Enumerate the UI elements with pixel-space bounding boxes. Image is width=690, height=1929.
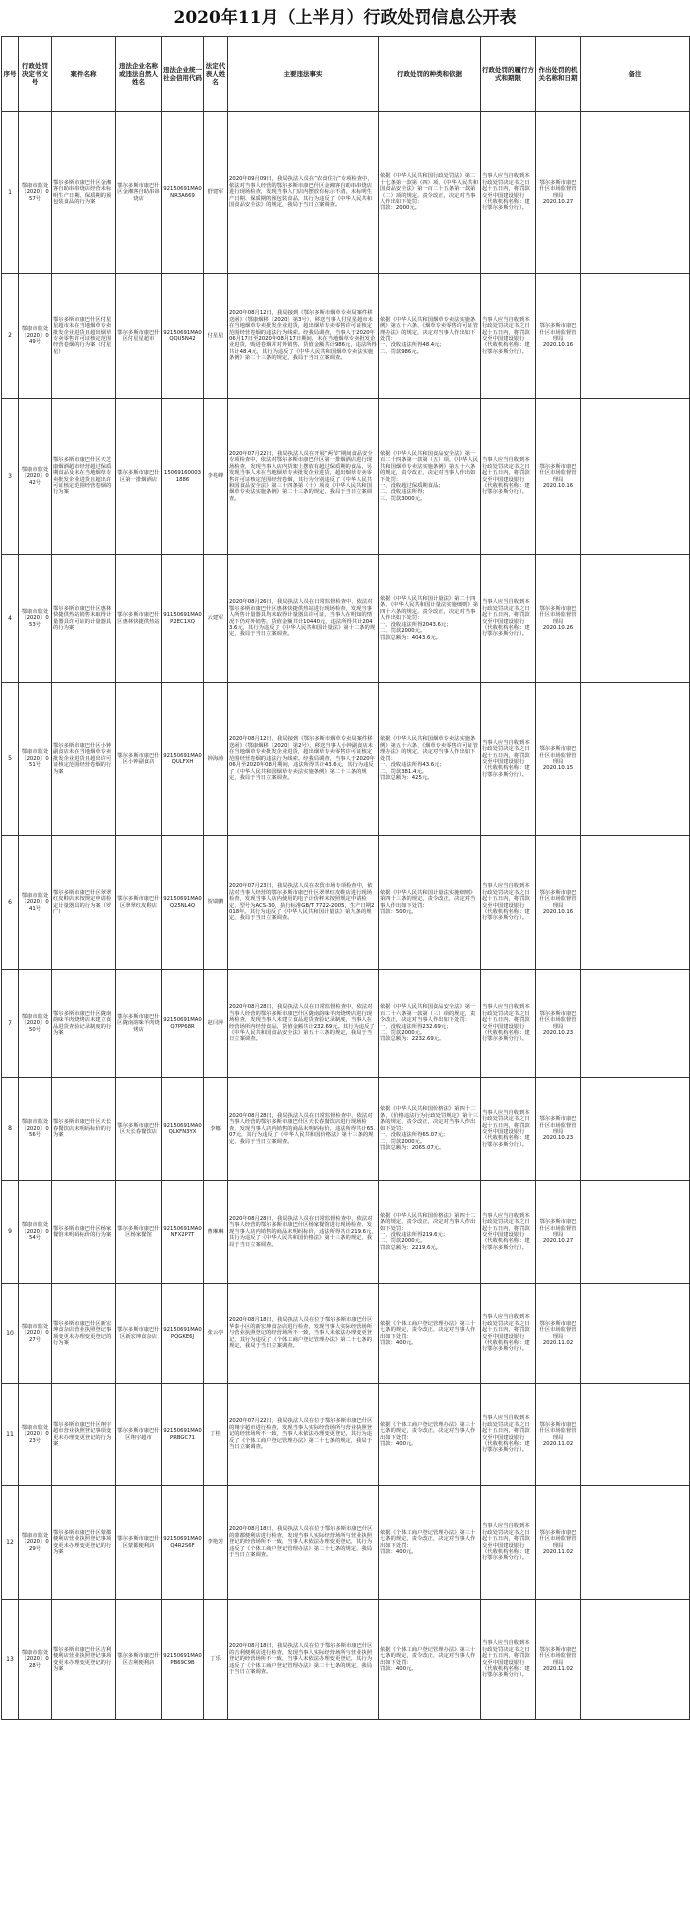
header-cell: 序号 bbox=[2, 37, 19, 112]
credit-code: 150691600031886 bbox=[162, 399, 204, 555]
remark bbox=[581, 836, 690, 970]
credit-code: 92150691MA0QULFXH bbox=[162, 683, 204, 836]
legal-representative: 丁乐 bbox=[204, 1600, 228, 1720]
decision-doc-number: 鄂康市监处〔2020〕054号 bbox=[19, 1181, 52, 1284]
penalty-basis: 依据《中华人民共和国计量法》第二十四条、《中华人民共和国计量法实施细则》第四十六条的规定，责令改正，决定对当事人作出如下处罚： 一、没收违法所得2043.6元； 二、罚款2000元。 罚款总额为：4043.6元。 bbox=[379, 555, 481, 683]
violation-facts: 2020年08月28日，我局执法人员在日常监督检查中，依法对当事人经营的鄂尔多斯市康巴什区杨家餐馆进行现场检查，发现当事人店内销售的商品未明码标价，违法所得共计219.6元，其行为违反了《中华人民共和国价格法》第十三条的规定，我局于当日立案调查。 bbox=[228, 1181, 379, 1284]
remark bbox=[581, 1284, 690, 1384]
violator-name: 鄂尔多斯市康巴什区杨家餐馆 bbox=[116, 1181, 162, 1284]
row-number: 11 bbox=[2, 1384, 19, 1486]
violator-name: 鄂尔多斯市康巴什区蒙都便利店 bbox=[116, 1486, 162, 1600]
row-number: 7 bbox=[2, 970, 19, 1078]
remark bbox=[581, 1600, 690, 1720]
penalty-basis: 依据《中华人民共和国价格法》第四十二条的规定，责令改正，决定对当事人作出如下处罚： 一、没收违法所得219.6元； 二、罚款2000元。 罚款总额为：2219.6元。 bbox=[379, 1181, 481, 1284]
page-title: 2020年11月（上半月）行政处罚信息公开表 bbox=[173, 8, 517, 28]
table-row bbox=[2, 1078, 690, 1181]
violation-facts: 2020年07月22日，我局执法人员在位于鄂尔多斯市康巴什区的翔宇超市进行检查，发现当事人实际经营场所与营业执照登记的经营场所不一致，当事人未依法办理变更登记，其行为违反了《个体工商户登记管理办法》第二十七条的规定，我局于当日立案调查。 bbox=[228, 1384, 379, 1486]
case-name: 鄂尔多斯市康巴什区陇南韵味羊肉烧烤店未建立食品进货查验记录制度的行为案 bbox=[52, 970, 116, 1078]
credit-code: 91150691MA0P2EC1XQ bbox=[162, 555, 204, 683]
table-row bbox=[2, 1600, 690, 1720]
penalty-authority: 鄂尔多斯市康巴什区市场监督管理局 2020.11.02 bbox=[536, 1284, 581, 1384]
violator-name: 鄂尔多斯市康巴什区翔宇超市 bbox=[116, 1384, 162, 1486]
violation-facts: 2020年07月23日，我局执法人员在农贸市场专项检查中，依法对当事人经营的鄂尔多斯市康巴什区翠翠红皮鞋店进行现场检查，发现当事人店内使用的电子计价秤未按照规定申请检定，型号为ACS-30，执行标准GB/T 7722-2005，生产日期2018年。其行为违反了《中华人民共和国计量法》第九条的规定，我局于当日立案调查。 bbox=[228, 836, 379, 970]
penalty-basis: 依据《中华人民共和国食品安全法》第一百二十四条第一款第（五）项、《中华人民共和国烟草专卖法实施条例》第五十六条的规定，责令改正，决定对当事人作出如下处罚： 一、没收超过保质期食品； 二、没收违法所得； 三、罚款3000元。 bbox=[379, 399, 481, 555]
penalty-basis: 依据《中华人民共和国食品安全法》第一百二十六条第一款第（三）项的规定，责令改正，决定对当事人作出如下处罚： 一、没收违法所得232.69元； 二、罚款2000元。 罚款总额为：2232.69元。 bbox=[379, 970, 481, 1078]
remark bbox=[581, 970, 690, 1078]
violator-name: 鄂尔多斯市康巴什区陇南韵味羊肉烧烤店 bbox=[116, 970, 162, 1078]
credit-code: 92150691MA0PQGKE6J bbox=[162, 1284, 204, 1384]
legal-representative: 付星星 bbox=[204, 274, 228, 399]
decision-doc-number: 鄂康市监处〔2020〕056号 bbox=[19, 1078, 52, 1181]
penalty-basis: 依据《中华人民共和国烟草专卖法实施条例》第五十六条、《烟草专卖零售许可证管理办法》的规定，决定对当事人作出如下处罚： 一、没收违法所得43.6元； 二、罚款381.4元。 罚款总额为：425元。 bbox=[379, 683, 481, 836]
decision-doc-number: 鄂康市监处〔2020〕049号 bbox=[19, 274, 52, 399]
penalty-authority: 鄂尔多斯市康巴什区市场监督管理局 2020.10.26 bbox=[536, 555, 581, 683]
table-row bbox=[2, 1181, 690, 1284]
header-cell: 行政处罚决定书文号 bbox=[19, 37, 52, 112]
remark bbox=[581, 1384, 690, 1486]
performance-method: 当事人应当自收到本行政处罚决定书之日起十五日内，将罚款交至中国建设银行（代收机构名称：建行鄂尔多斯分行）。 bbox=[481, 1181, 536, 1284]
performance-method: 当事人应当自收到本行政处罚决定书之日起十五日内，将罚款交至中国建设银行（代收机构名称：建行鄂尔多斯分行）。 bbox=[481, 112, 536, 274]
table-row bbox=[2, 1284, 690, 1384]
violation-facts: 2020年07月22日，我局执法人员在开展“两节”期间食品安全专项检查中，依法对鄂尔多斯市康巴什区第一排烟酒店进行现场检查，发现当事人店内货架上摆放有超过保质期的食品，另发现当事人未在当地烟草专卖批发企业进货，超出烟草专卖零售许可证核定范围经营卷烟，其行为分别违反了《中华人民共和国食品安全法》第三十四条第（十）项及《中华人民共和国烟草专卖法实施条例》第二十三条的规定，我局于当日立案调查。 bbox=[228, 399, 379, 555]
penalty-authority: 鄂尔多斯市康巴什区市场监督管理局 2020.10.16 bbox=[536, 399, 581, 555]
credit-code: 92150691MA0QLKFN3YX bbox=[162, 1078, 204, 1181]
violator-name: 鄂尔多斯市康巴什区小钟副食店 bbox=[116, 683, 162, 836]
performance-method: 当事人应当自收到本行政处罚决定书之日起十五日内，将罚款交至中国建设银行（代收机构名称：建行鄂尔多斯分行）。 bbox=[481, 399, 536, 555]
row-number: 6 bbox=[2, 836, 19, 970]
performance-method: 当事人应当自收到本行政处罚决定书之日起十五日内，将罚款交至中国建设银行（代收机构名称：建行鄂尔多斯分行）。 bbox=[481, 836, 536, 970]
violation-facts: 2020年08月12日，我局接到《鄂尔多斯市烟草专卖局案件移送函》（鄂康烟移〔2020〕第2号），移送当事人小钟副食店未在当地烟草专卖批发企业进货，超出烟草专卖零售许可证核定范围经营卷烟的违法行为线索。经我局调查，当事人于2020年06月至2020年08月期间，违法所得共计43.6元，其行为违反了《中华人民共和国烟草专卖法实施条例》第二十三条的规定，我局于当日立案调查。 bbox=[228, 683, 379, 836]
legal-representative: 赵闫萍 bbox=[204, 970, 228, 1078]
legal-representative: 钟海涛 bbox=[204, 683, 228, 836]
case-name: 鄂尔多斯市康巴什区蒙都便利店营业执照登记事项变更未办理变更登记的行为案 bbox=[52, 1486, 116, 1600]
header-cell: 违法企业名称或违法自然人姓名 bbox=[116, 37, 162, 112]
table-row bbox=[2, 274, 690, 399]
violation-facts: 2020年08月18日，我局执法人员在位于鄂尔多斯市康巴什区的吉利便利店进行检查，发现当事人实际经营场所与营业执照登记的经营场所不一致，当事人未依法办理变更登记，其行为违反了《个体工商户登记管理办法》第二十七条的规定，我局于当日立案调查。 bbox=[228, 1600, 379, 1720]
header-cell: 行政处罚的履行方式和期限 bbox=[481, 37, 536, 112]
violation-facts: 2020年08月18日，我局执法人员在位于鄂尔多斯市康巴什区华泰小区的新宏坤食杂店进行检查，发现当事人实际经营场所与营业执照登记的经营场所不一致，当事人未依法办理变更登记，其行为违反了《个体工商户登记管理办法》第二十七条的规定，我局于当日立案调查。 bbox=[228, 1284, 379, 1384]
header-cell: 主要违法事实 bbox=[228, 37, 379, 112]
violation-facts: 2020年08月28日，我局执法人员在日常监督检查中，依法对当事人经营的鄂尔多斯市康巴什区天长春餐饮店进行现场检查，发现当事人店内销售的商品未明码标价，违法所得共计65.07元，其行为违反了《中华人民共和国价格法》第十三条的规定，我局于当日立案调查。 bbox=[228, 1078, 379, 1181]
violation-facts: 2020年08月12日，我局接到《鄂尔多斯市烟草专卖局案件移送函》（鄂康烟移〔2020〕第3号），移送当事人付星星超市未在当地烟草专卖批发企业进货，超出烟草专卖零售许可证核定范围经营卷烟的违法行为线索。经我局调查，当事人于2020年06月17日至2020年08月17日期间，未在当地烟草专卖批发企业进货，购进卷烟并对外销售，货值金额共计986元，违法所得共计48.4元，其行为违反了《中华人民共和国烟草专卖法实施条例》第二十三条的规定，我局于当日立案调查。 bbox=[228, 274, 379, 399]
penalty-authority: 鄂尔多斯市康巴什区市场监督管理局 2020.11.02 bbox=[536, 1486, 581, 1600]
penalty-authority: 鄂尔多斯市康巴什区市场监督管理局 2020.10.16 bbox=[536, 274, 581, 399]
row-number: 4 bbox=[2, 555, 19, 683]
legal-representative: 丁桂 bbox=[204, 1384, 228, 1486]
decision-doc-number: 鄂康市监处〔2020〕051号 bbox=[19, 683, 52, 836]
table-row bbox=[2, 1384, 690, 1486]
credit-code: 92150691MA0Q25NL4Q bbox=[162, 836, 204, 970]
header-cell: 备注 bbox=[581, 37, 690, 112]
penalty-basis: 依据《个体工商户登记管理办法》第三十七条的规定，责令改正，决定对当事人作出如下处罚： 罚款：400元。 bbox=[379, 1284, 481, 1384]
legal-representative: 李娜 bbox=[204, 1078, 228, 1181]
remark bbox=[581, 1486, 690, 1600]
case-name: 鄂尔多斯市康巴什区杨家餐馆未明码标价的行为案 bbox=[52, 1181, 116, 1284]
penalty-basis: 依据《中华人民共和国价格法》第四十二条、《价格违法行为行政处罚规定》第十三条的规定，责令改正，决定对当事人作出如下处罚： 一、没收违法所得65.07元； 二、罚款2000元。 罚款总额为：2065.07元。 bbox=[379, 1078, 481, 1181]
credit-code: 92150691MA0Q4R2S6F bbox=[162, 1486, 204, 1600]
penalty-authority: 鄂尔多斯市康巴什区市场监督管理局 2020.10.16 bbox=[536, 836, 581, 970]
penalty-authority: 鄂尔多斯市康巴什区市场监督管理局 2020.11.02 bbox=[536, 1600, 581, 1720]
legal-representative: 曹琳琳 bbox=[204, 1181, 228, 1284]
performance-method: 当事人应当自收到本行政处罚决定书之日起十五日内，将罚款交至中国建设银行（代收机构名称：建行鄂尔多斯分行）。 bbox=[481, 1284, 536, 1384]
penalty-authority: 鄂尔多斯市康巴什区市场监督管理局 2020.10.27 bbox=[536, 1181, 581, 1284]
violation-facts: 2020年08月18日，我局执法人员在位于鄂尔多斯市康巴什区的蒙都便利店进行检查，发现当事人实际经营场所与营业执照登记的经营场所不一致，当事人未依法办理变更登记，其行为违反了《个体工商户登记管理办法》第二十七条的规定，我局于当日立案调查。 bbox=[228, 1486, 379, 1600]
performance-method: 当事人应当自收到本行政处罚决定书之日起十五日内，将罚款交至中国建设银行（代收机构名称：建行鄂尔多斯分行）。 bbox=[481, 1486, 536, 1600]
remark bbox=[581, 399, 690, 555]
credit-code: 92150691MA0QQU5N42 bbox=[162, 274, 204, 399]
performance-method: 当事人应当自收到本行政处罚决定书之日起十五日内，将罚款交至中国建设银行（代收机构名称：建行鄂尔多斯分行）。 bbox=[481, 274, 536, 399]
case-name: 鄂尔多斯市康巴什区付星星超市未在当地烟草专卖批发企业进货且超出烟草专卖零售许可证核定范围经营卷烟的行为案（付星星） bbox=[52, 274, 116, 399]
legal-representative: 云建军 bbox=[204, 555, 228, 683]
violator-name: 鄂尔多斯市康巴什区金湘客自助串串烧店 bbox=[116, 112, 162, 274]
case-name: 鄂尔多斯市康巴什区新宏坤食杂店营业执照登记事项变更未办理变更登记的行为案 bbox=[52, 1284, 116, 1384]
penalty-authority: 鄂尔多斯市康巴什区市场监督管理局 2020.10.27 bbox=[536, 112, 581, 274]
decision-doc-number: 鄂康市监处〔2020〕028号 bbox=[19, 1600, 52, 1720]
decision-doc-number: 鄂康市监处〔2020〕041号 bbox=[19, 836, 52, 970]
violator-name: 鄂尔多斯市康巴什区付星星超市 bbox=[116, 274, 162, 399]
remark bbox=[581, 274, 690, 399]
violator-name: 鄂尔多斯市康巴什区翠翠红皮鞋店 bbox=[116, 836, 162, 970]
performance-method: 当事人应当自收到本行政处罚决定书之日起十五日内，将罚款交至中国建设银行（代收机构名称：建行鄂尔多斯分行）。 bbox=[481, 970, 536, 1078]
violation-facts: 2020年09月09日，我局执法人员在“农食住行”专项检查中，依法对当事人经营的鄂尔多斯市康巴什区金湘客自助串串烧店进行现场检查，发现当事人门店内摆放有标示不清、未标明生产日期、保质期的预包装食品，其行为违反了《中华人民共和国食品安全法》的规定，我局于当日立案调查。 bbox=[228, 112, 379, 274]
performance-method: 当事人应当自收到本行政处罚决定书之日起十五日内，将罚款交至中国建设银行（代收机构名称：建行鄂尔多斯分行）。 bbox=[481, 1384, 536, 1486]
violator-name: 鄂尔多斯市康巴什区惠林快捷供热站 bbox=[116, 555, 162, 683]
row-number: 10 bbox=[2, 1284, 19, 1384]
table-row bbox=[2, 112, 690, 274]
penalty-authority: 鄂尔多斯市康巴什区市场监督管理局 2020.10.15 bbox=[536, 683, 581, 836]
header-cell: 案件名称 bbox=[52, 37, 116, 112]
penalty-basis: 依据《中华人民共和国烟草专卖法实施条例》第五十六条、《烟草专卖零售许可证管理办法》的规定，决定对当事人作出如下处罚： 一、没收违法所得48.4元； 二、罚款986元。 bbox=[379, 274, 481, 399]
credit-code: 92150691MA0NR3A669 bbox=[162, 112, 204, 274]
table-row bbox=[2, 970, 690, 1078]
violator-name: 鄂尔多斯市康巴什区第一排烟酒店 bbox=[116, 399, 162, 555]
performance-method: 当事人应当自收到本行政处罚决定书之日起十五日内，将罚款交至中国建设银行（代收机构名称：建行鄂尔多斯分行）。 bbox=[481, 1600, 536, 1720]
case-name: 鄂尔多斯市康巴什区翔宇超市营业执照登记事项变更未办理变更登记的行为案 bbox=[52, 1384, 116, 1486]
row-number: 2 bbox=[2, 274, 19, 399]
case-name: 鄂尔多斯市康巴什区惠林快捷供热站销售未取得计量器具许可证的计量器具的行为案 bbox=[52, 555, 116, 683]
decision-doc-number: 鄂康市监处〔2020〕057号 bbox=[19, 112, 52, 274]
table-row bbox=[2, 836, 690, 970]
credit-code: 92150691MA0Q7PP68R bbox=[162, 970, 204, 1078]
violator-name: 鄂尔多斯市康巴什区吉利便利店 bbox=[116, 1600, 162, 1720]
penalty-basis: 依据《个体工商户登记管理办法》第三十七条的规定，责令改正，决定对当事人作出如下处罚： 罚款：400元。 bbox=[379, 1384, 481, 1486]
penalty-authority: 鄂尔多斯市康巴什区市场监督管理局 2020.10.23 bbox=[536, 970, 581, 1078]
violation-facts: 2020年08月26日，我局执法人员在日常监督检查中，依法对鄂尔多斯市康巴什区惠林快捷供热站进行现场检查，发现当事人所售计量器具均未取得计量器具许可证，当事人在明知的情况下仍对外销售，货值金额共计10440元，违法所得共计2043.6元，其行为违反了《中华人民共和国计量法》第十二条的规定，我局于当日立案调查。 bbox=[228, 555, 379, 683]
performance-method: 当事人应当自收到本行政处罚决定书之日起十五日内，将罚款交至中国建设银行（代收机构名称：建行鄂尔多斯分行）。 bbox=[481, 683, 536, 836]
decision-doc-number: 鄂康市监处〔2020〕029号 bbox=[19, 1486, 52, 1600]
row-number: 8 bbox=[2, 1078, 19, 1181]
decision-doc-number: 鄂康市监处〔2020〕050号 bbox=[19, 970, 52, 1078]
row-number: 13 bbox=[2, 1600, 19, 1720]
row-number: 12 bbox=[2, 1486, 19, 1600]
decision-doc-number: 鄂康市监处〔2020〕027号 bbox=[19, 1284, 52, 1384]
header-row bbox=[2, 37, 690, 112]
penalty-table bbox=[1, 36, 690, 1720]
case-name: 鄂尔多斯市康巴什区金湘客自助串串烧店经营未标明生产日期、保质期的预包装食品的行为案 bbox=[52, 112, 116, 274]
performance-method: 当事人应当自收到本行政处罚决定书之日起十五日内，将罚款交至中国建设银行（代收机构名称：建行鄂尔多斯分行）。 bbox=[481, 555, 536, 683]
credit-code: 92150691MA0PRBGC71 bbox=[162, 1384, 204, 1486]
violation-facts: 2020年08月28日，我局执法人员在日常监督检查中，依法对当事人经营的鄂尔多斯市康巴什区陇南韵味羊肉烧烤店进行现场检查，发现当事人未建立食品进货查验记录制度，当事人在经营场所内经营食品，货值金额共计232.69元。其行为违反了《中华人民共和国食品安全法》第五十三条的规定，我局于当日立案调查。 bbox=[228, 970, 379, 1078]
penalty-basis: 依据《个体工商户登记管理办法》第三十七条的规定，责令改正，决定对当事人作出如下处罚： 罚款：400元。 bbox=[379, 1600, 481, 1720]
remark bbox=[581, 1078, 690, 1181]
remark bbox=[581, 555, 690, 683]
remark bbox=[581, 683, 690, 836]
header-cell: 违法企业统一社会信用代码 bbox=[162, 37, 204, 112]
row-number: 9 bbox=[2, 1181, 19, 1284]
table-row bbox=[2, 399, 690, 555]
legal-representative: 李兆峰 bbox=[204, 399, 228, 555]
decision-doc-number: 鄂康市监处〔2020〕023号 bbox=[19, 1384, 52, 1486]
header-cell: 行政处罚的种类和依据 bbox=[379, 37, 481, 112]
penalty-basis: 依据《中华人民共和国计量法实施细则》第四十三条的规定，责令改正，决定对当事人作出如下处罚： 罚款：500元。 bbox=[379, 836, 481, 970]
case-name: 鄂尔多斯市康巴什区天长春餐饮店未明码标价的行为案 bbox=[52, 1078, 116, 1181]
row-number: 3 bbox=[2, 399, 19, 555]
penalty-authority: 鄂尔多斯市康巴什区市场监督管理局 2020.11.02 bbox=[536, 1384, 581, 1486]
performance-method: 当事人应当自收到本行政处罚决定书之日起十五日内，将罚款交至中国建设银行（代收机构名称：建行鄂尔多斯分行）。 bbox=[481, 1078, 536, 1181]
table-row bbox=[2, 1486, 690, 1600]
violator-name: 鄂尔多斯市康巴什区新宏坤食杂店 bbox=[116, 1284, 162, 1384]
table-row bbox=[2, 555, 690, 683]
row-number: 5 bbox=[2, 683, 19, 836]
legal-representative: 贺瑞鹏 bbox=[204, 836, 228, 970]
row-number: 1 bbox=[2, 112, 19, 274]
legal-representative: 张云亭 bbox=[204, 1284, 228, 1384]
case-name: 鄂尔多斯市康巴什区翠翠红皮鞋店未按规定申请检定计量器具的行为案（罗广） bbox=[52, 836, 116, 970]
penalty-basis: 依据《个体工商户登记管理办法》第三十七条的规定，责令改正，决定对当事人作出如下处罚： 罚款：400元。 bbox=[379, 1486, 481, 1600]
decision-doc-number: 鄂康市监处〔2020〕053号 bbox=[19, 555, 52, 683]
table-body bbox=[2, 112, 690, 1720]
decision-doc-number: 鄂康市监处〔2020〕042号 bbox=[19, 399, 52, 555]
table-row bbox=[2, 683, 690, 836]
header-cell: 作出处罚的机关名称和日期 bbox=[536, 37, 581, 112]
remark bbox=[581, 112, 690, 274]
case-name: 鄂尔多斯市康巴什区小钟副食店未在当地烟草专卖批发企业进货且超出许可证核定范围经营卷烟的行为案 bbox=[52, 683, 116, 836]
penalty-authority: 鄂尔多斯市康巴什区市场监督管理局 2020.10.23 bbox=[536, 1078, 581, 1181]
case-name: 鄂尔多斯市康巴什区吉利便利店营业执照登记事项变更未办理变更登记的行为案 bbox=[52, 1600, 116, 1720]
penalty-basis: 依据《中华人民共和国行政处罚法》第二十七条第一款第（四）项、《中华人民共和国食品安全法》第一百二十五条第一款第（二）项的规定，责令改正，决定对当事人作出如下处罚： 罚款：2000元。 bbox=[379, 112, 481, 274]
case-name: 鄂尔多斯市康巴什区天芝康烟酒超市经营超过保质期食品及未在当地烟草专卖批发企业进货且超出许可证核定范围经营卷烟的行为案 bbox=[52, 399, 116, 555]
legal-representative: 李艳芳 bbox=[204, 1486, 228, 1600]
header-cell: 法定代表人姓名 bbox=[204, 37, 228, 112]
credit-code: 92150691MA0PB69C9B bbox=[162, 1600, 204, 1720]
remark bbox=[581, 1181, 690, 1284]
legal-representative: 舒建军 bbox=[204, 112, 228, 274]
credit-code: 92150691MA0NFX2P7T bbox=[162, 1181, 204, 1284]
violator-name: 鄂尔多斯市康巴什区天长春餐饮店 bbox=[116, 1078, 162, 1181]
